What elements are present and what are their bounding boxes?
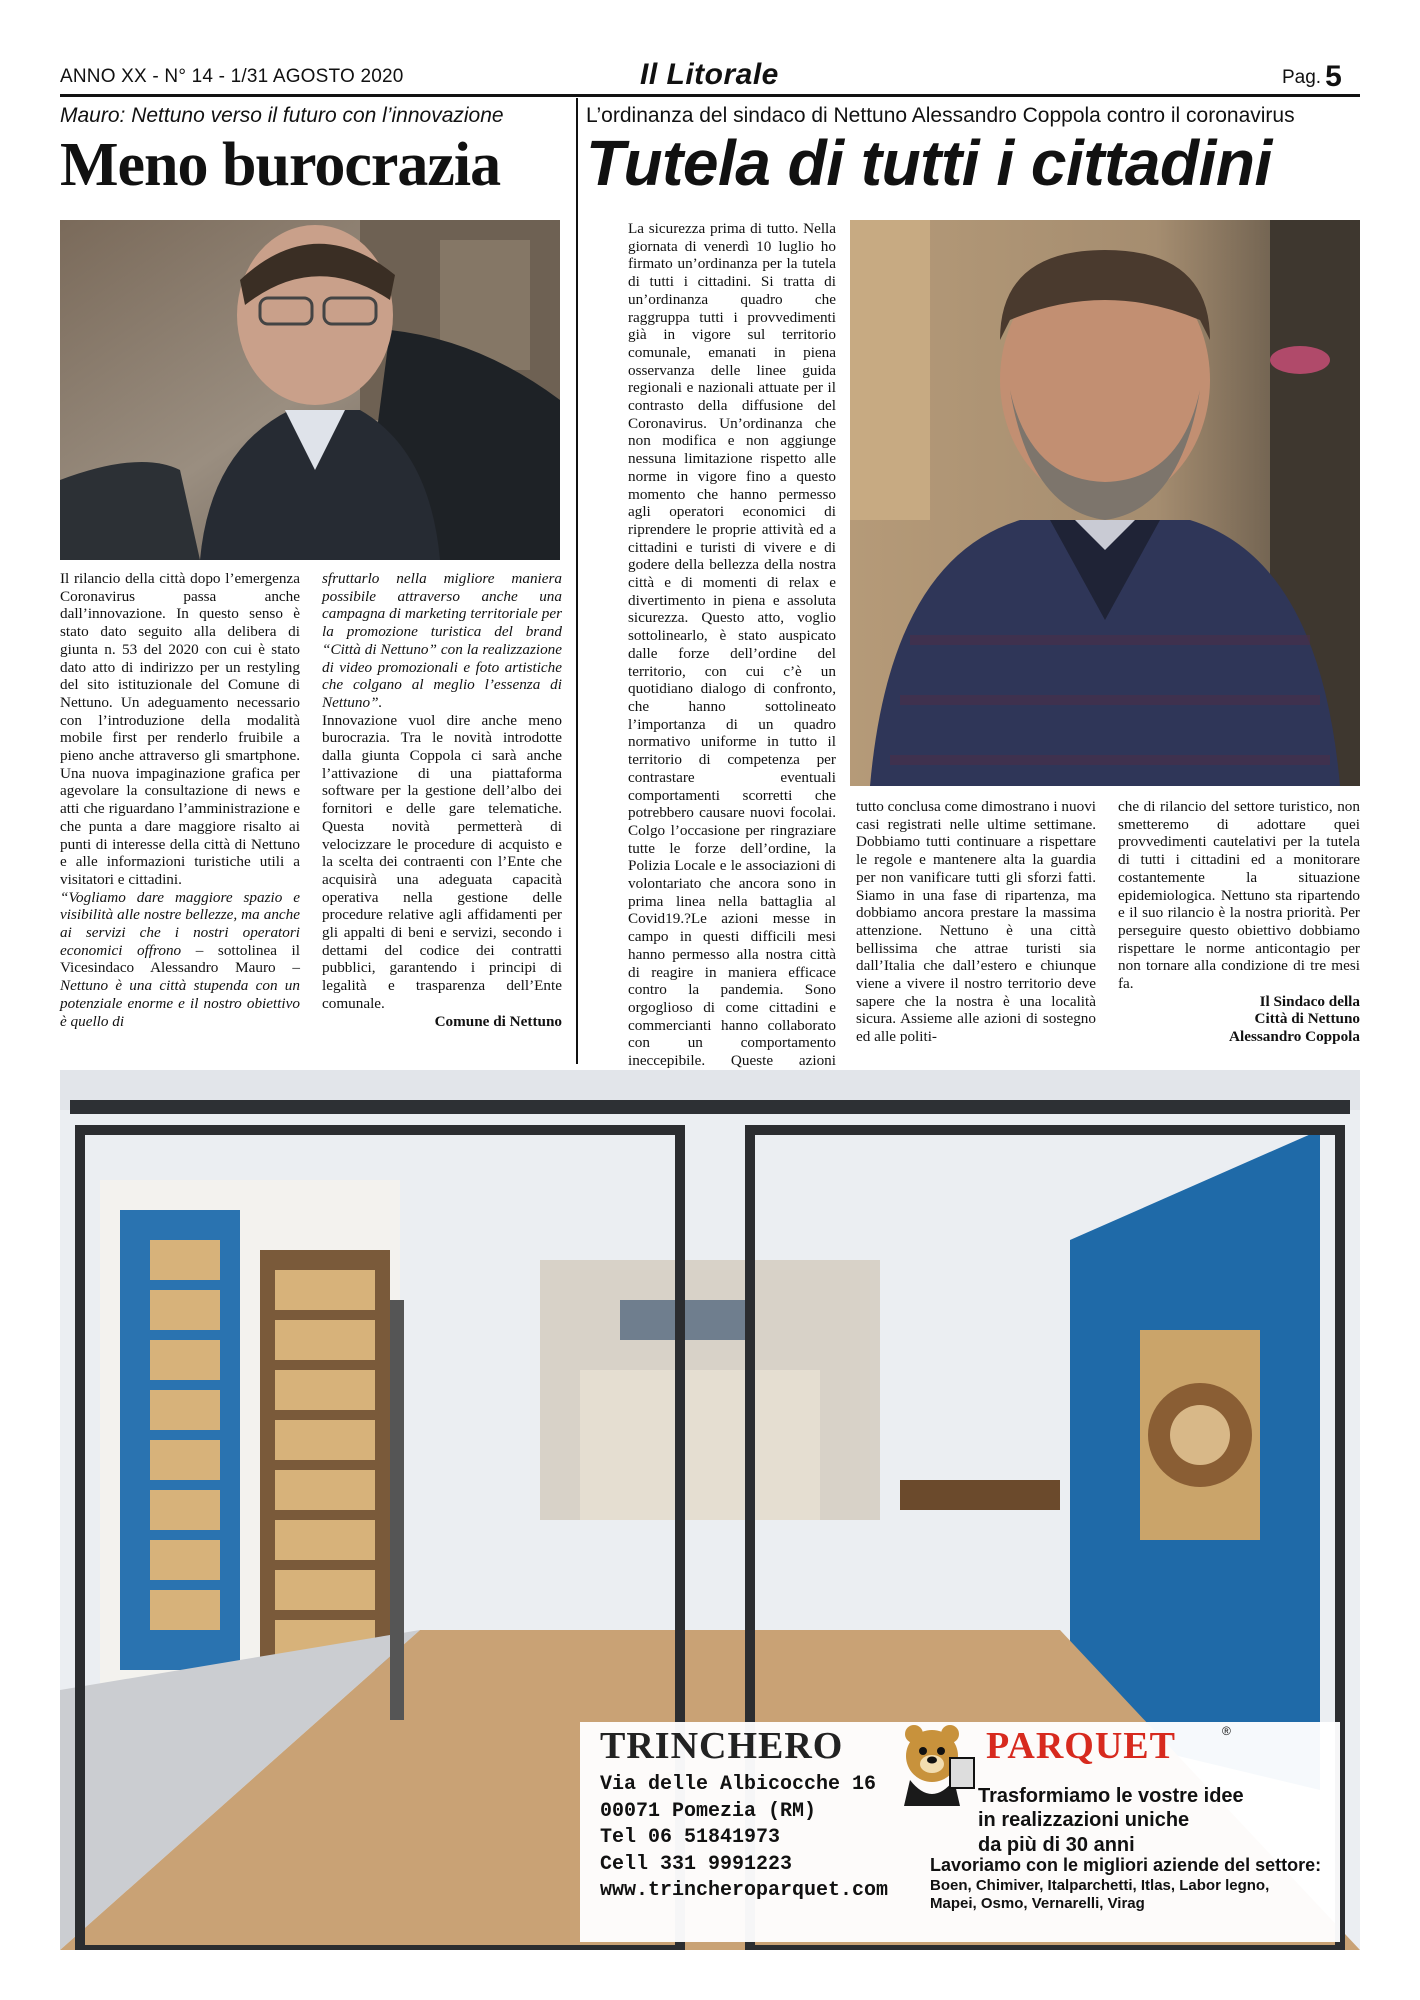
right-headline: Tutela di tutti i cittadini bbox=[586, 127, 1272, 199]
left-article-col1 bbox=[60, 570, 300, 1030]
ad-partners-line-1: Boen, Chimiver, Italparchetti, Itlas, Labor legno, bbox=[930, 1876, 1270, 1894]
masthead: Il Litorale bbox=[640, 58, 779, 91]
ad-tagline bbox=[978, 1784, 1244, 1857]
ad-address-line-1: Via delle Albicocche 16 bbox=[600, 1773, 877, 1796]
left-signature: Comune di Nettuno bbox=[434, 1012, 562, 1030]
ad-tagline-3: da più di 30 anni bbox=[978, 1833, 1135, 1856]
registered-mark: ® bbox=[1222, 1724, 1231, 1738]
page-label: Pag. bbox=[1282, 67, 1322, 88]
right-article-col3 bbox=[1118, 798, 1360, 1046]
left-quote: “Vogliamo dare maggiore spazio e visibilità alle nostre bellezze, ma anche ai servizi che i nostri operatori economici offrono – bbox=[60, 888, 300, 959]
ad-partners bbox=[930, 1854, 1350, 1914]
left-quote-end: sfruttarlo nella migliore maniera possibile attraverso anche una campagna di marketing territoriale per la promozione turistica del brand “Città di Nettuno” con la realizzazione di video promozionali e foto artistiche che colgano al meglio l’essenza di Nettuno”. bbox=[322, 570, 562, 711]
left-article-paragraph: Il rilancio della città dopo l’emergenza Coronavirus passa anche dall’innovazione. In questo senso è stato dato seguito alla delibera di giunta n. 53 del 2020 con cui è stato dato atto di indirizzo per un restyling del sito istituzionale del Comune di Nettuno. Un adeguamento necessario con l’introduzione della modalità mobile first per renderlo fruibile a pieno anche attraverso gli smartphone. Una nuova impaginazione grafica per agevolare la consultazione di news e atti che riguardano l’amministrazione e che punta a dare maggiore risalto ai punti di interesse della città di Nettuno e alle informazioni turistiche utili a visitatori e cittadini. bbox=[60, 570, 300, 888]
ad-tagline-2: in realizzazioni uniche bbox=[978, 1809, 1190, 1832]
ad-cell: Cell 331 9991223 bbox=[600, 1852, 793, 1876]
header-rule bbox=[60, 94, 1360, 97]
right-signature-line-1: Il Sindaco della bbox=[1259, 992, 1360, 1010]
right-signature-line-3: Alessandro Coppola bbox=[1229, 1028, 1360, 1046]
right-kicker: L’ordinanza del sindaco di Nettuno Alessandro Coppola contro il coronavirus bbox=[586, 104, 1295, 127]
right-article-paragraph-3: che di rilancio del settore turistico, non smetteremo di adottare quei provvedimenti cautelativi per la tutela di tutti i cittadini ed a monitorare costantemente la situazione epidemiologica. Nettuno sta ripartendo e il suo rilancio è la nostra priorità. Per perseguire questo obiettivo dobbiamo rispettare le norme anticontagio per non tornare alla condizione di tre mesi fa. bbox=[1118, 798, 1360, 993]
right-article-paragraph-2: tutto conclusa come dimostrano i nuovi casi registrati nelle ultime settimane. Dobbiamo tutti continuare a rispettare le regole e mantenere alta la guardia per non vanificare tutti gli sforzi fatti. Siamo in una fase di ripartenza, ma dobbiamo ancora prestare la massima attenzione. Nettuno è una città bellissima che attrae turisti sia dall’Italia che dall’estero e chiunque viene a vivere il nostro territorio deve sapere che la nostra è una località sicura. Assieme alle azioni di sostegno ed alle politi- bbox=[856, 798, 1097, 1046]
ad-tagline-1: Trasformiamo le vostre idee bbox=[978, 1785, 1244, 1807]
bear-mascot-icon bbox=[890, 1718, 980, 1813]
portrait-photo-coppola bbox=[850, 220, 1360, 786]
left-headline: Meno burocrazia bbox=[60, 131, 501, 199]
right-article-col1 bbox=[628, 220, 836, 1141]
left-attribution: sottolinea il Vicesindaco Alessandro Mauro – bbox=[60, 941, 300, 977]
left-quote-cont: Nettuno è una città stupenda con un potenziale enorme e il nostro obiettivo è quello di bbox=[60, 977, 300, 1030]
portrait-photo-mauro bbox=[60, 220, 560, 560]
ad-phone: Tel 06 51841973 bbox=[600, 1826, 781, 1850]
ad-address-line-2: 00071 Pomezia (RM) bbox=[600, 1799, 817, 1823]
column-divider bbox=[576, 98, 578, 1064]
page-number bbox=[1282, 60, 1342, 94]
ad-website-link[interactable]: www.trincheroparquet.com bbox=[600, 1879, 889, 1903]
right-article-paragraph: La sicurezza prima di tutto. Nella giornata di venerdì 10 luglio ho firmato un’ordinanza per la tutela di tutti i cittadini. Si tratta di un’ordinanza quadro che raggruppa tutti i provvedimenti già in vigore sul territorio comunale, emanati in piena osservanza delle linee guida regionali e nazionali attuate per il contrasto della diffusione del Coronavirus. Un’ordinanza che non modifica e non aggiunge nessuna limitazione rispetto alle norme in vigore fino a questo momento che hanno permesso agli operatori economici di riprendere le proprie attività ed a cittadini e turisti di vivere e di godere della bellezza della nostra città e di momenti di relax e divertimento in piena e assoluta sicurezza. Questo atto, voglio sottolinearlo, è stato auspicato dalle forze dell’ordine del territorio, con cui c’è un quotidiano dialogo di confronto, che hanno sottolineato l’importanza di un quadro normativo uniforme in tutto il territorio di competenza per contrastare eventuali comportamenti scorretti che potrebbero causare nuovi focolai. Colgo l’occasione per ringraziare tutte le forze dell’ordine, la Polizia Locale e le associazioni di volontariato che ancora sono in prima linea nella battaglia al Covid19.?Le azioni messe in campo in questi difficili mesi hanno permesso alla nostra città di reagire in maniera efficace contro la pandemia. Sono orgoglioso di come cittadini e commercianti hanno collaborato con un comportamento ineccepibile. Queste azioni bbox=[628, 220, 836, 1070]
brand-name-trinchero: TRINCHERO bbox=[600, 1725, 844, 1767]
left-article-paragraph-2: Innovazione vuol dire anche meno burocrazia. Tra le novità introdotte dalla giunta Coppola ci sarà anche l’attivazione di una piattaforma software per la gestione dell’albo dei fornitori e delle gare telematiche. Questa novità permetterà di velocizzare le procedure di acquisto e la scelta dei contraenti con l’Ente che acquisirà una adeguata capacità operativa nella gestione delle procedure relative agli affidamenti per gli appalti di beni e servizi, secondo i dettami del codice dei contratti pubblici, garantendo i principi di legalità e trasparenza dell’Ente comunale. bbox=[322, 711, 562, 1012]
brand-name-parquet: PARQUET bbox=[986, 1725, 1176, 1767]
ad-contact-block bbox=[600, 1772, 888, 1905]
page-number-value: 5 bbox=[1325, 60, 1342, 93]
issue-info: ANNO XX - N° 14 - 1/31 AGOSTO 2020 bbox=[60, 66, 404, 87]
ad-partners-line-2: Mapei, Osmo, Vernarelli, Virag bbox=[930, 1895, 1145, 1913]
left-article-col2 bbox=[322, 570, 562, 1030]
right-signature-line-2: Città di Nettuno bbox=[1254, 1010, 1360, 1028]
right-photo bbox=[850, 220, 1360, 786]
left-photo bbox=[60, 220, 560, 560]
right-article-col2 bbox=[856, 798, 1096, 1046]
ad-partners-lead: Lavoriamo con le migliori aziende del settore: bbox=[930, 1855, 1322, 1875]
left-kicker: Mauro: Nettuno verso il futuro con l’innovazione bbox=[60, 104, 504, 127]
